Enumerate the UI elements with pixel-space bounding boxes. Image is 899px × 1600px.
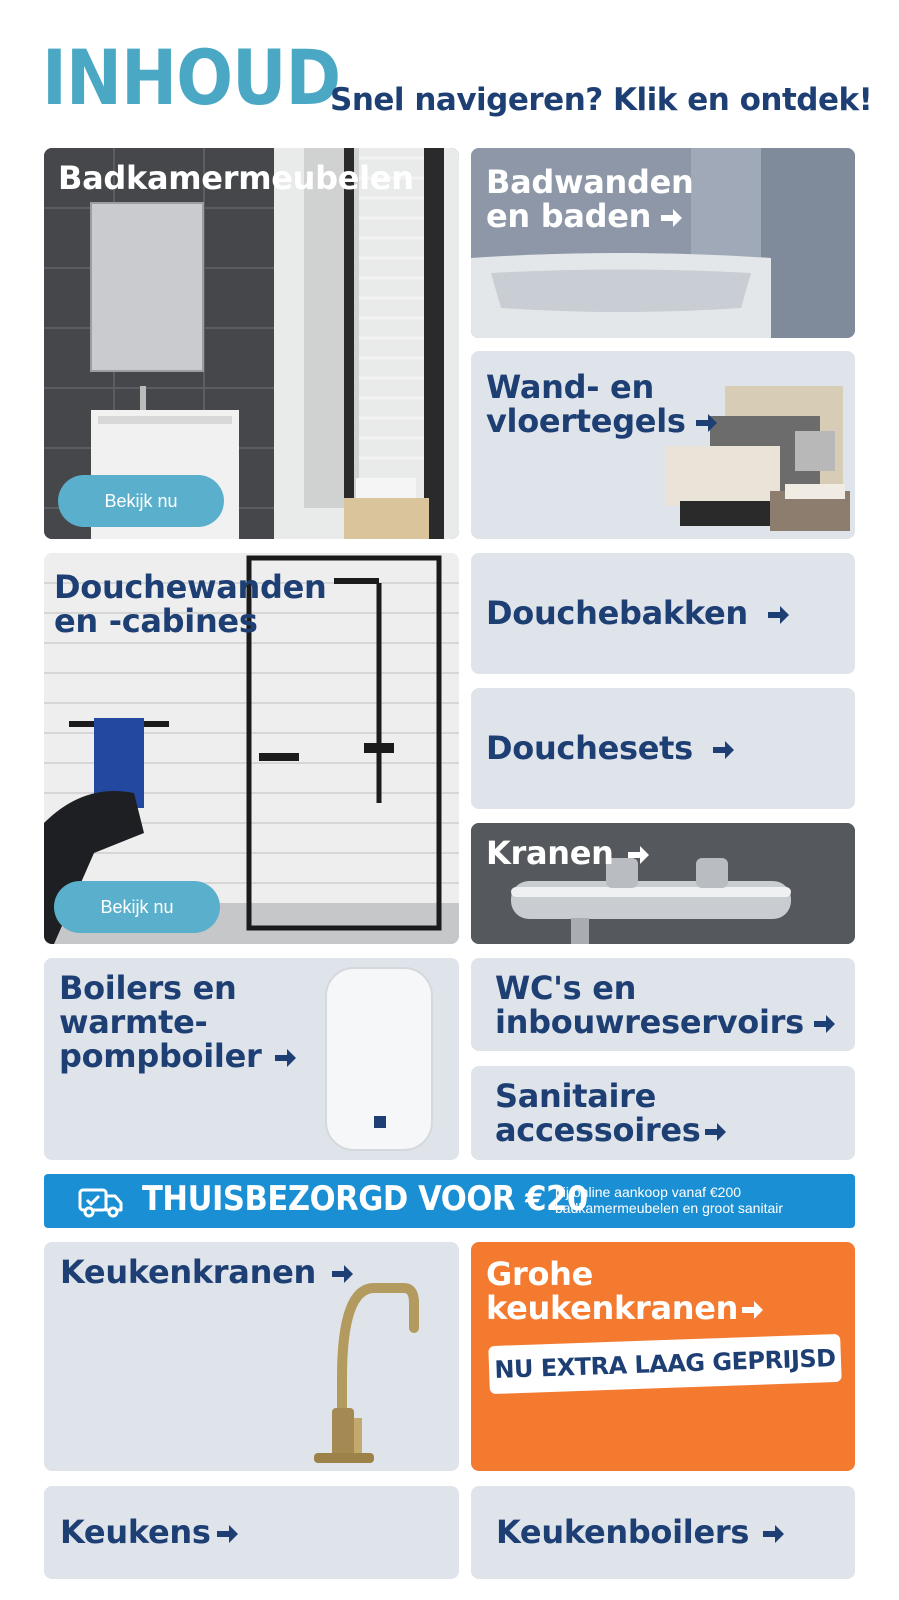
tile-title-text: Keukens [60, 1513, 211, 1551]
tile-title-line: inbouwreservoirs [495, 1003, 804, 1041]
tile-title-line: keukenkranen [486, 1289, 739, 1327]
free-delivery-banner [44, 1174, 855, 1228]
boiler-photo [324, 966, 436, 1156]
page-subtitle: Snel navigeren? Klik en ontdek! [330, 82, 873, 118]
arrow-right-icon [740, 1299, 764, 1321]
tile-title [486, 1255, 764, 1327]
tile-title [486, 834, 650, 872]
tile-wand-en-vloertegels[interactable] [471, 351, 855, 539]
tile-badkamermeubelen[interactable] [44, 148, 459, 539]
view-now-button[interactable]: Bekijk nu [58, 475, 224, 527]
tile-title [486, 729, 735, 767]
tile-douchebakken[interactable] [471, 553, 855, 674]
banner-sub-line: badkamermeubelen en groot sanitair [555, 1200, 784, 1217]
tile-wcs-en-inbouwreservoirs[interactable] [471, 958, 855, 1051]
tile-badwanden-en-baden[interactable] [471, 148, 855, 338]
tile-title-line: WC's en [495, 969, 637, 1007]
arrow-right-icon [626, 844, 650, 866]
tile-kranen[interactable] [471, 823, 855, 944]
tile-title [486, 163, 694, 235]
arrow-right-icon [215, 1523, 239, 1545]
page-title: INHOUD [42, 33, 341, 122]
price-badge: NU EXTRA LAAG GEPRIJSD [488, 1334, 841, 1394]
banner-sub-text [555, 1184, 783, 1216]
tile-title-line: Boilers en [59, 969, 237, 1007]
tile-title-line: Wand- en [486, 368, 654, 406]
tile-title-text: Douchebakken [486, 594, 748, 632]
tile-title [60, 1253, 354, 1291]
tile-title [495, 1077, 727, 1149]
arrow-right-icon [694, 412, 718, 434]
tile-title-text: Kranen [486, 834, 614, 872]
kitchen-tap-photo [284, 1268, 444, 1468]
tile-title-line: accessoires [495, 1111, 701, 1149]
view-now-button[interactable]: Bekijk nu [54, 881, 220, 933]
tile-title [59, 969, 297, 1075]
arrow-right-icon [812, 1013, 836, 1035]
arrow-right-icon [659, 207, 683, 229]
tile-grohe-keukenkranen[interactable] [471, 1242, 855, 1471]
tile-title-text: Keukenkranen [60, 1253, 316, 1291]
banner-sub-line: bij online aankoop vanaf €200 [555, 1184, 742, 1200]
delivery-truck-icon [78, 1184, 124, 1218]
tile-title [486, 594, 790, 632]
tile-title-line: Grohe [486, 1255, 594, 1293]
tile-keukens[interactable] [44, 1486, 459, 1579]
arrow-right-icon [711, 739, 735, 761]
tile-douchesets[interactable] [471, 688, 855, 809]
tile-title-line: vloertegels [486, 402, 686, 440]
arrow-right-icon [273, 1047, 297, 1069]
tile-keukenkranen[interactable] [44, 1242, 459, 1471]
tile-keukenboilers[interactable] [471, 1486, 855, 1579]
arrow-right-icon [330, 1263, 354, 1285]
tile-title [486, 368, 718, 440]
tile-title-line: warmte- [59, 1003, 208, 1041]
arrow-right-icon [703, 1121, 727, 1143]
arrow-right-icon [766, 604, 790, 626]
tile-title-line: en baden [486, 197, 652, 235]
tile-title [495, 969, 836, 1041]
tile-sanitaire-accessoires[interactable] [471, 1066, 855, 1160]
tile-title [60, 1513, 239, 1551]
tile-title-text: Douchesets [486, 729, 693, 767]
tile-title-line: pompboiler [59, 1037, 262, 1075]
tile-title-line: Douchewanden [54, 568, 327, 606]
tile-title-text: Keukenboilers [496, 1513, 750, 1551]
tile-title [496, 1513, 785, 1551]
banner-main-text: THUISBEZORGD VOOR €20 [142, 1179, 588, 1219]
tile-title-line: Badwanden [486, 163, 694, 201]
arrow-right-icon [761, 1523, 785, 1545]
tile-boilers-en-warmtepompboiler[interactable] [44, 958, 459, 1160]
tile-title-line: Sanitaire [495, 1077, 657, 1115]
tile-douchewanden-en-cabines[interactable] [44, 553, 459, 944]
tile-title-line: en -cabines [54, 602, 258, 640]
tile-title: Badkamermeubelen [58, 159, 414, 197]
tile-title [54, 568, 327, 640]
